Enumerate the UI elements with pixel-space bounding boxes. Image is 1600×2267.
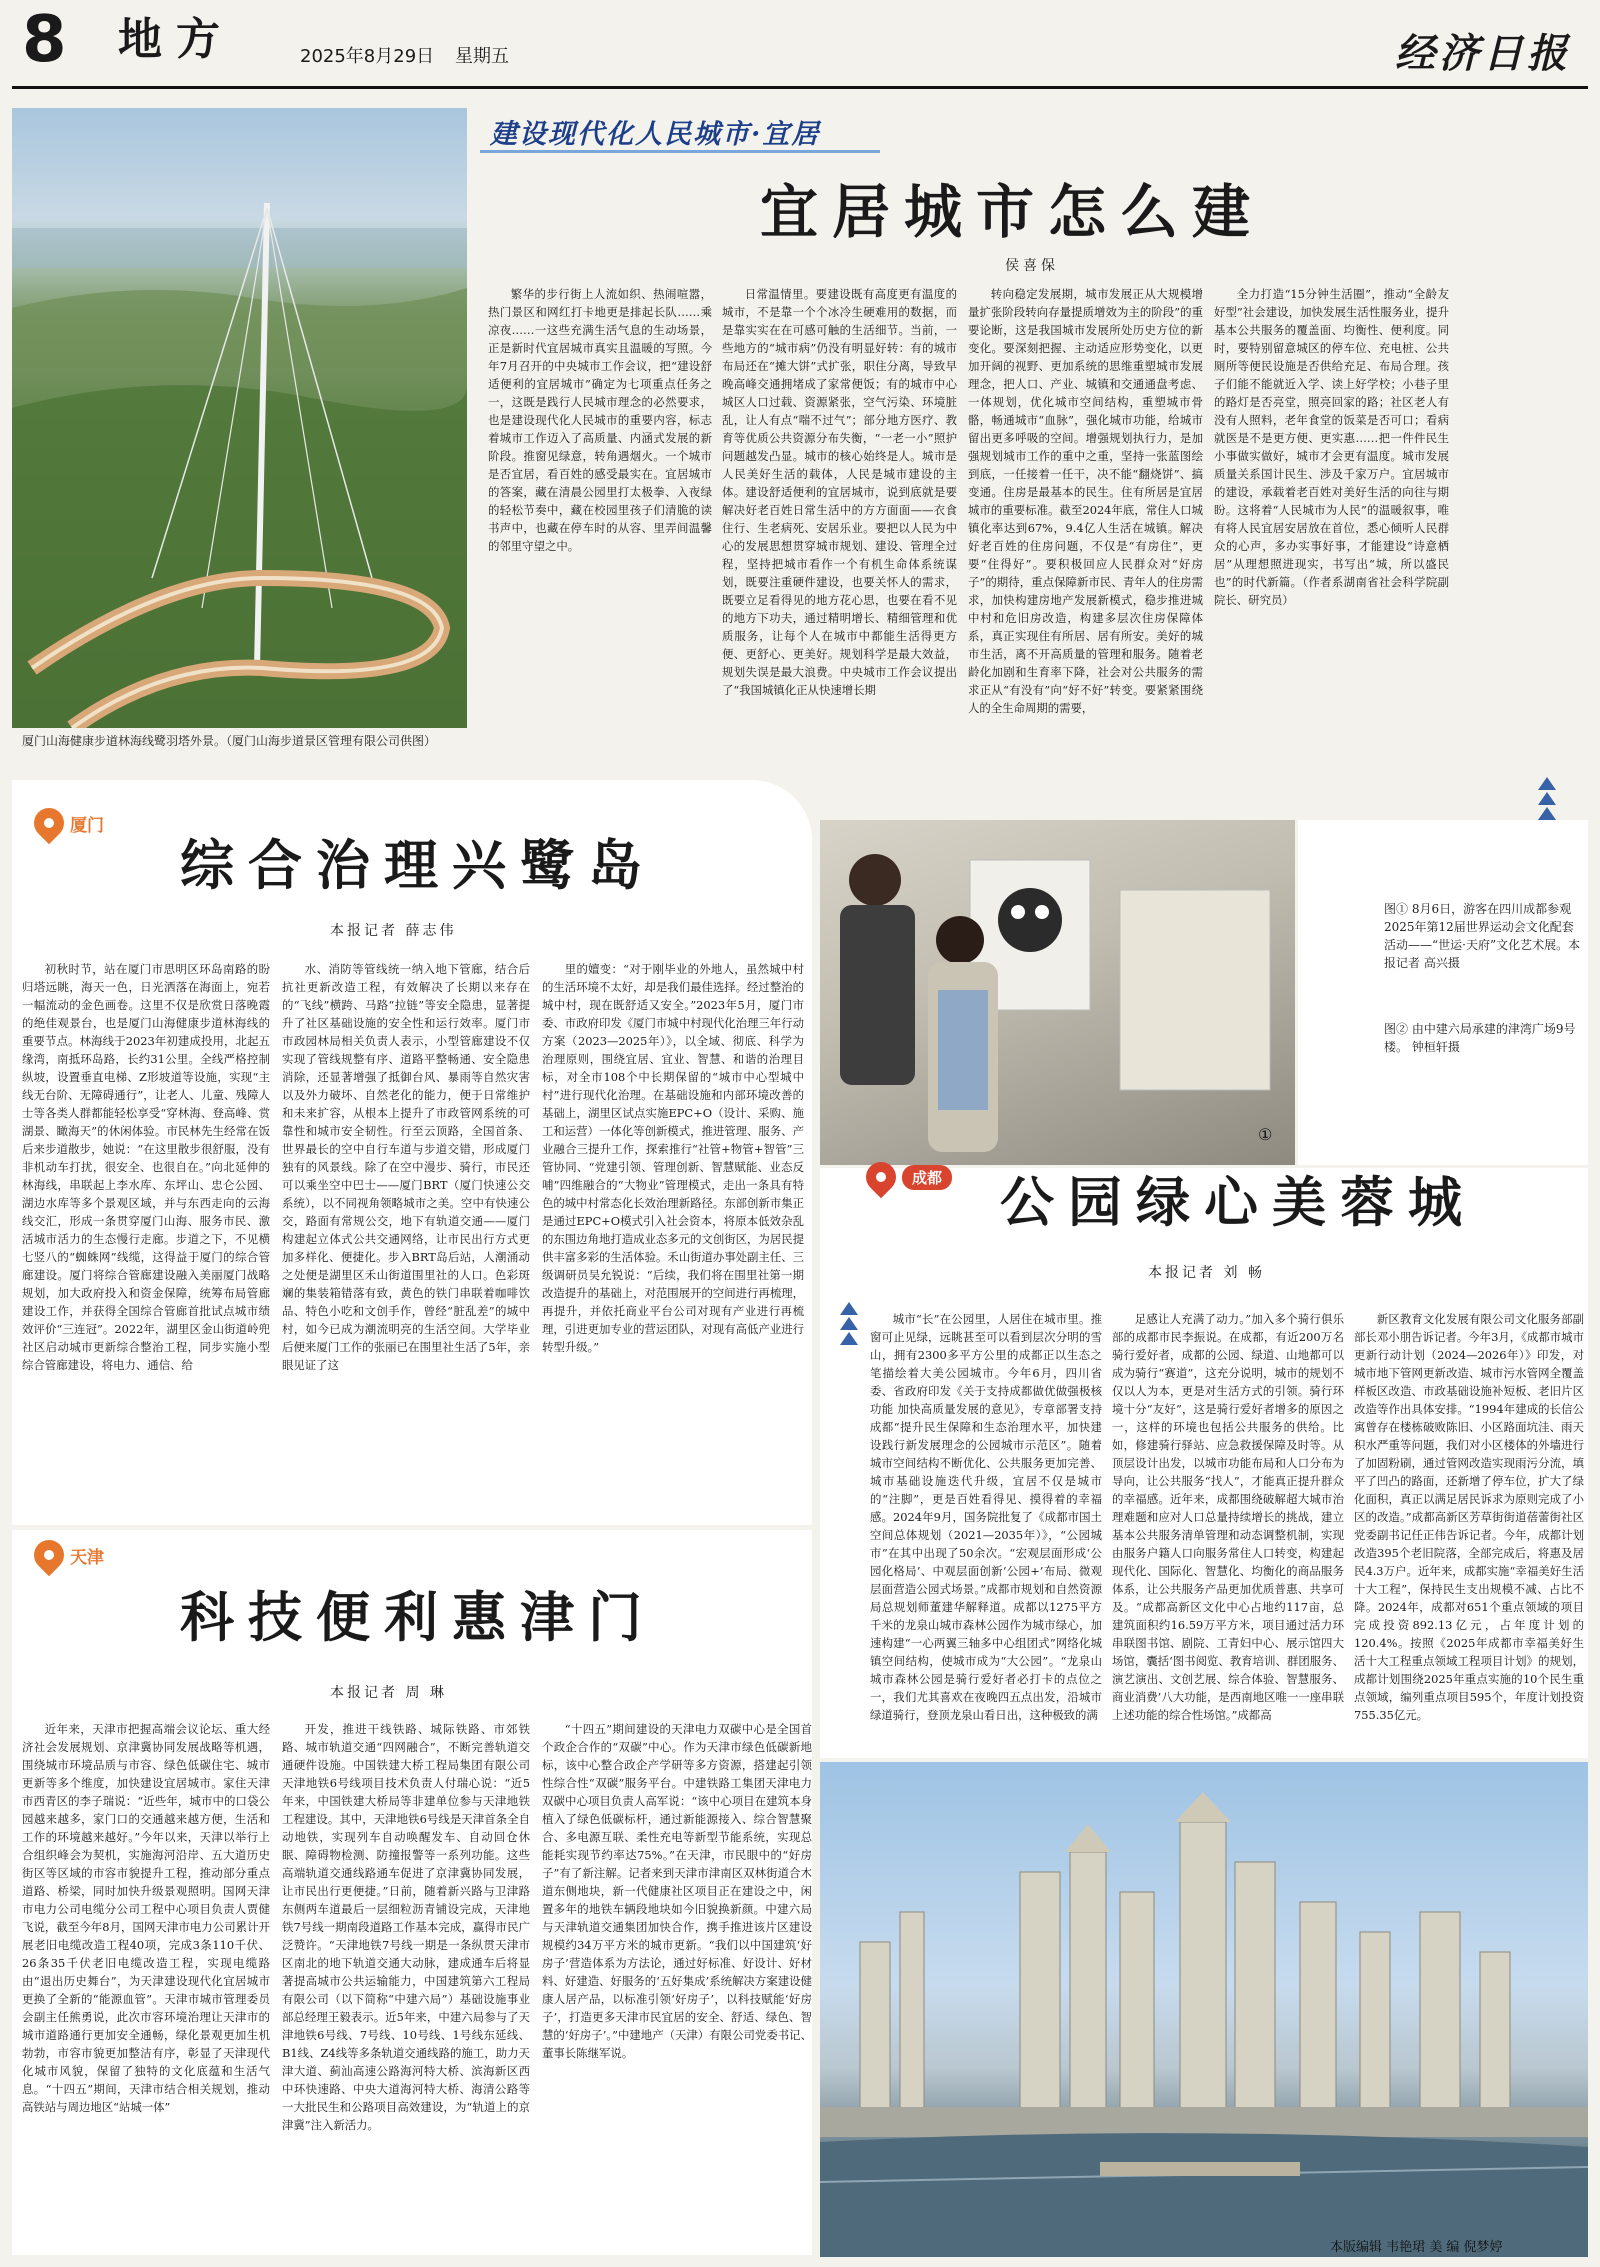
- skyline-illustration: [820, 1762, 1588, 2257]
- chengdu-column-2: 足感让人充满了动力。”加入多个骑行俱乐部的成都市民李振说。在成都，有近200万名骑行爱好者，成都的公园、绿道、山地都可以成为骑行“赛道”，这充分说明，城市的规划不仅以人为本，更是对生活方式的引领。骑行环境十分“友好”，这是骑行爱好者增多的原因之一，这样的环境也包括公共服务的供给。比如，修建骑行驿站、应急救援保障及时等。从顶层设计出发，以城市功能布局和人口分布为导向，让公共服务“找人”，才能真正提升群众的幸福感。近年来，成都围绕破解超大城市治理难题和应对人口总量持续增长的挑战，建立基本公共服务清单管理和动态调整机制，实现由服务户籍人口向服务常住人口转变，构建起现代化、国际化、智慧化、均衡化的商品服务体系，让公共服务产品更加优质普惠、共享可及。“成都高新区文化中心占地约117亩，总建筑面积约16.59万平方米，项目通过活力环串联图书馆、剧院、工青妇中心、展示馆四大场馆，囊括‘图书阅览、教育培训、群团服务、演艺演出、文创艺展、综合体验、智慧服务、商业消费’八大功能，是西南地区唯一一座串联上述功能的综合性场馆。”成都高: [1112, 1312, 1344, 1723]
- xiamen-column-1: 初秋时节，站在厦门市思明区环岛南路的盼归塔远眺，海天一色，日光洒落在海面上，宛若一幅流动的金色画卷。这里不仅是欣赏日落晚霞的绝佳观景台，也是厦门山海健康步道林海线的重要节点。林海线于2023年初建成投用，北起五缘湾，南抵环岛路，长约31公里。全线严格控制纵坡，设置垂直电梯、Z形坡道等设施，实现“主线无台阶、无障碍通行”，让老人、儿童、残障人士等各类人群都能轻松享受“穿林海、登高峰、赏湖景、瞰海天”的休闲体验。市民林先生经常在饭后来步道散步，她说：“在这里散步很舒服，没有非机动车打扰，很安全、也很自在。”向北延伸的林海线，串联起上李水库、东坪山、忠仑公园、湖边水库等多个景观区域，并与东西走向的云海线交汇，形成一条贯穿厦门山海、服务市民、激活城市活力的生态慢行走廊。步道之下，不见横七竖八的“蜘蛛网”线缆，这得益于厦门的综合管廊建设。厦门将综合管廊建设融入美丽厦门战略规划，加大政府投入和资金保障，统筹布局管廊建设工作，并获得全国综合管廊首批试点城市绩效评价“三连冠”。2022年，湖里区金山街道岭兜社区启动城市更新综合整治工程，同步实施小型综合管廊建设，将电力、通信、给: [22, 962, 270, 1373]
- feature-column-2: 日常温情里。要建设既有高度更有温度的城市，不是靠一个个冰冷生硬难用的数据，而是靠实实在在可感可触的生活细节。当前，一些地方的“城市病”仍没有明显好转：有的城市布局还在“摊大饼”式扩张，职住分离，导致早晚高峰交通拥堵成了家常便饭；有的城市中心城区人口过载、资源紧张，空气污染、环境脏乱，让人有点“喘不过气”；部分地方医疗、教育等优质公共资源分布失衡，“一老一小”照护问题越发凸显。城市的核心始终是人。城市是人民美好生活的载体，人民是城市建设的主体。建设舒适便利的宜居城市，说到底就是要解决好老百姓日常生活中的方方面面——衣食住行、生老病死、安居乐业。要把以人民为中心的发展思想贯穿城市规划、建设、管理全过程，坚持把城市看作一个有机生命体系统谋划，既要注重硬件建设，也要关怀人的需求，既要立足看得见的地方花心思，也要在看不见的地方下功夫，通过精明增长、精细管理和优质服务，让每个人在城市中都能生活得更方便、更舒心、更美好。规划科学是最大效益，规划失误是最大浪费。中央城市工作会议提出了“我国城镇化正从快速增长期: [722, 287, 957, 698]
- chengdu-title: 公园绿心美蓉城: [1000, 1170, 1476, 1234]
- xiamen-title: 综合治理兴鹭岛: [180, 833, 656, 897]
- chengdu-column-3: 新区教育文化发展有限公司文化服务部副部长邓小朋告诉记者。今年3月，《成都市城市更新行动计划（2024—2026年）》印发，对城市地下管网更新改造、城市污水管网全覆盖样板区改造、市政基础设施补短板、老旧片区改造等作出具体安排。“1994年建成的长信公寓曾存在楼栋破败陈旧、小区路面坑洼、雨天积水严重等问题，我们对小区楼体的外墙进行了加固粉刷，通过管网改造实现雨污分流，填平了凹凸的路面，还新增了停车位，扩大了绿化面积，真正以满足居民诉求为原则完成了小区的改造。”成都高新区芳草街街道蓓蕾街社区党委副书记任正伟告诉记者。今年，成都计划改造395个老旧院落，全部完成后，将惠及居民4.3万户。近年来，成都实施“幸福美好生活十大工程”，保持民生支出规模不减、占比不降。2024年，成都对651个重点领域的项目完成投资892.13亿元，占年度计划的120.4%。按照《2025年成都市幸福美好生活十大工程重点领域工程项目计划》的规划，成都计划围绕2025年重点实施的10个民生重点领域，编列重点项目595个，年度计划投资755.35亿元。: [1354, 1312, 1584, 1723]
- feature-title: 宜居城市怎么建: [760, 178, 1265, 246]
- issue-date: 2025年8月29日: [300, 46, 435, 67]
- page-number: 8: [22, 3, 67, 77]
- gallery-caption-2: 图② 由中建六局承建的津湾广场9号楼。 钟桓轩摄: [1384, 1022, 1576, 1054]
- feature-byline: 侯喜保: [1005, 258, 1059, 274]
- location-pin-icon: [860, 1156, 902, 1198]
- chengdu-badge: [866, 1162, 952, 1192]
- tianjin-column-2: 开发，推进干线铁路、城际铁路、市郊铁路、城市轨道交通“四网融合”，不断完善轨道交通硬件设施。中国铁建大桥工程局集团有限公司天津地铁6号线项目技术负责人付瑞心说：“近5年来，中国铁建大桥局等非建单位参与天津地铁工程建设。其中，天津地铁6号线是天津首条全自动地铁，实现列车自动唤醒发车、自动回仓休眠、障碍物检测、防撞报警等一系列功能。这些高端轨道交通线路通车促进了京津冀协同发展，让市民出行更便捷。”日前，随着新兴路与卫津路东侧两车道最后一层细粒沥青铺设完成，天津地铁7号线一期南段道路工作基本完成，赢得市民广泛赞许。“天津地铁7号线一期是一条纵贯天津市区南北的地下轨道交通大动脉，建成通车后将显著提高城市公共运输能力，中国建筑第六工程局有限公司（以下简称“中建六局”）基础设施事业部总经理王毅表示。近5年来，中建六局参与了天津地铁6号线、7号线、10号线、1号线东延线、B1线、Z4线等多条轨道交通线路的施工，助力天津大道、蓟汕高速公路海河特大桥、滨海新区西中环快速路、中央大道海河特大桥、海清公路等一大批民生和公路项目高效建设，为“轨道上的京津冀”注入新活力。: [282, 1722, 530, 2133]
- exhibition-illustration: [820, 820, 1295, 1165]
- tianjin-column-1: 近年来，天津市把握高端会议论坛、重大经济社会发展规划、京津冀协同发展战略等机遇，围绕城市环境品质与市容、绿色低碳住宅、城市更新等多个维度，加快建设宜居城市。家住天津市西青区的李子瑞说：“近些年，城市中的口袋公园越来越多，家门口的交通越来越方便，生活和工作的环境越来越好。”今年以来，天津以举行上合组织峰会为契机，实施海河沿岸、五大道历史街区等区域的市容市貌提升工程，推动部分重点道路、桥梁，同时加快升级景观照明。国网天津市电力公司电缆分公司工程中心项目负责人贾健飞说，截至今年8月，国网天津市电力公司累计开展老旧电缆改造工程40项，完成3条110千伏、26条35千伏老旧电缆改造工程，实现电缆路由“退出历史舞台”，为天津建设现代化宜居城市更换了全新的“能源血管”。天津市城市管理委员会副主任熊勇说，此次市容环境治理让天津市的城市道路通行更加安全通畅，绿化景观更加生机勃勃，市容市貌更加整洁有序，彰显了天津现代化城市风貌，保留了独特的文化底蕴和生活气息。“十四五”期间，天津市结合相关规划，推动高铁站与周边地区“站城一体”: [22, 1722, 270, 2115]
- chengdu-badge-label: 成都: [902, 1165, 952, 1190]
- series-kicker: 建设现代化人民城市·宜居: [490, 119, 821, 150]
- feature-column-3: 转向稳定发展期，城市发展正从大规模增量扩张阶段转向存量提质增效为主的阶段”的重要论断，这是我国城市发展所处历史方位的新变化。要深刻把握、主动适应形势变化，以更加开阔的视野、更加系统的思维重塑城市发展理念，把人口、产业、城镇和交通通盘考虑、一体规划，优化城市空间结构，重塑城市骨骼，畅通城市“血脉”，强化城市功能，给城市留出更多呼吸的空间。增强规划执行力，是加强规划城市工作的重中之重，坚持一张蓝图绘到底，一任接着一任干，决不能“翻烧饼”、搞变通。住房是最基本的民生。住有所居是宜居城市的重要标准。截至2024年底，常住人口城镇化率达到67%，9.4亿人生活在城镇。解决好老百姓的住房问题，不仅是“有房住”，更要“住得好”。要积极回应人民群众对“好房子”的期待，重点保障新市民、青年人的住房需求，加快构建房地产发展新模式，稳步推进城中村和危旧房改造，构建多层次住房保障体系，真正实现住有所居、居有所安。美好的城市生活，离不开高质量的管理和服务。随着老龄化加剧和生育率下降，社会对公共服务的需求正从“有没有”向“好不好”转变。要紧紧围绕人的全生命周期的需要，: [968, 287, 1203, 716]
- xiamen-badge: [34, 808, 104, 838]
- tianjin-badge-label: 天津: [70, 1547, 104, 1568]
- location-pin-icon: [28, 1534, 70, 1576]
- issue-weekday: 星期五: [455, 46, 509, 67]
- footer-editors: 本版编辑 韦艳珺 美 编 倪梦婷: [1330, 2240, 1503, 2255]
- xiamen-badge-label: 厦门: [70, 815, 104, 836]
- kicker-underline: [480, 150, 880, 153]
- feature-column-1: 繁华的步行街上人流如织、热闹喧嚣，热门景区和网红打卡地更是排起长队……乘凉夜……一这些充满生活气息的生动场景，正是新时代宜居城市真实且温暖的写照。今年7月召开的中央城市工作会议，把“建设舒适便利的宜居城市”确定为七项重点任务之一，这既是践行人民城市理念的必然要求，也是建设现代化人民城市的重要内容，标志着城市工作迈入了高质量、内涵式发展的新阶段。推窗见绿意，转角遇烟火。一个城市是否宜居，看百姓的感受最实在。宜居城市的答案，藏在清晨公园里打太极拳、入夜绿的轻松节奏中，藏在校园里孩子们清脆的读书声中，也藏在停车时的从容、里弄间温馨的邻里守望之中。: [488, 287, 712, 554]
- tianjin-skyline-photo: [820, 1762, 1588, 2257]
- gallery-caption-panel: [1298, 820, 1588, 1165]
- tianjin-column-3: “十四五”期间建设的天津电力双碳中心是全国首个政企合作的“双碳”中心。作为天津市绿色低碳新地标，该中心整合政企产学研等多方资源，搭建起引领性综合性“双碳”服务平台。中建铁路工集团天津电力双碳中心项目负责人高军说：“该中心项目在建筑本身植入了绿色低碳标杆，通过新能源接入、综合智慧聚合、多电源互联、柔性充电等新型节能系统，实现总能耗实现节约率达75%。”在天津，市民眼中的“好房子”有了新注解。记者来到天津市津南区双林街道合木道东侧地块，新一代健康社区项目正在建设之中，闲置多年的地铁车辆段地块如今旧貌换新颜。中建六局与天津轨道交通集团加快合作，携手推进该片区建设规模约34万平方米的城市更新。“我们以中国建筑‘好房子’营造体系为方法论，通过好标准、好设计、好材料、好建造、好服务的‘五好集成’系统解决方案建设健康人居产品，以标准引领‘好房子’，以科技赋能‘好房子’，打造更多天津市民宜居的安全、舒适、绿色、智慧的‘好房子’。”中建地产（天津）有限公司党委书记、董事长陈继军说。: [542, 1722, 812, 2061]
- gallery-caption-1: 图① 8月6日，游客在四川成都参观2025年第12届世界运动会文化配套活动——“世运·天府”文化艺术展。本报记者 高兴摄: [1384, 902, 1581, 970]
- tianjin-badge: [34, 1540, 104, 1570]
- photo-marker-1: ①: [1258, 1125, 1273, 1144]
- section-name: 地方: [118, 14, 234, 65]
- chengdu-byline: 本报记者 刘 畅: [1148, 1265, 1265, 1281]
- exhibition-photo: [820, 820, 1295, 1165]
- chengdu-column-1: 城市“长”在公园里，人居住在城市里。推窗可止见绿，远眺甚至可以看到层次分明的雪山，拥有2300多平方公里的成都正以生态之笔描绘着大美公园城市。今年6月，四川省委、省政府印发《关于支持成都做优做强极核功能 加快高质量发展的意见》，专章部署支持成都“提升民生保障和生态治理水平，加快建设践行新发展理念的公园城市示范区”。随着城市空间结构不断优化、公共服务更加完善、城市基础设施迭代升级，宜居不仅是城市的“注脚”，更是百姓看得见、摸得着的幸福感。2024年9月，国务院批复了《成都市国土空间总体规划（2021—2035年）》，“公园城市”在其中出现了50余次。“宏观层面形成‘公园化格局’、中观层面创新‘公园+’布局、微观层面营造公园式场景。”成都市规划和自然资源局总规划师董建华解释道。成都以1275平方千米的龙泉山城市森林公园作为城市绿心，加速构建“一心两翼三轴多中心组团式”网络化城镇空间结构，使城市成为“大公园”。“龙泉山城市森林公园是骑行爱好者必打卡的点位之一，我们尤其喜欢在夜晚四五点出发，沿城市绿道骑行，登顶龙泉山看日出，这种极致的满: [870, 1312, 1102, 1723]
- tianjin-byline: 本报记者 周 琳: [330, 1685, 447, 1701]
- walkway-illustration: [12, 108, 467, 728]
- location-pin-icon: [28, 802, 70, 844]
- header-rule: [12, 86, 1588, 89]
- xiamen-column-2: 水、消防等管线统一纳入地下管廊，结合后抗社更新改造工程，有效解决了长期以来存在的“飞线”横跨、马路“拉链”等安全隐患，显著提升了社区基础设施的安全性和运行效率。厦门市市政园林局相关负责人表示，小型管廊建设不仅实现了管线规整有序、道路平整畅通、安全隐患消除，还显著增强了抵御台风、暴雨等自然灾害以及外力破坏、自然老化的能力，便于日常维护和未来扩容，从根本上提升了市政管网系统的可靠性和城市安全韧性。行至云顶路，全国首条、世界最长的空中自行车道与步道交错，形成厦门独有的风景线。除了在空中漫步、骑行，市民还可以乘坐空中巴士——厦门BRT（厦门快速公交系统），以不同视角领略城市之美。空中有快速公交，路面有常规公交，地下有轨道交通——厦门构建起立体式公共交通网络，让市民出行方式更加多样化、便捷化。步入BRT岛后站，人潮涌动之处便是湖里区禾山街道围里社的人口。色彩斑斓的集装箱错落有致，黄色的铁门串联着咖啡饮品、特色小吃和文创手作，曾经“脏乱差”的城中村，如今已成为潮流明亮的生活空间。大学毕业后便来厦门工作的张丽已在围里社生活了5年，亲眼见证了这: [282, 962, 530, 1373]
- xiamen-byline: 本报记者 薛志伟: [330, 923, 457, 939]
- decor-triangles-top: [1538, 775, 1556, 822]
- newspaper-logo: 经济日报: [1395, 30, 1571, 77]
- xiamen-column-3: 里的嬗变：“对于刚毕业的外地人，虽然城中村的生活环境不太好，却是我们最佳选择。经过整治的城中村，现在既舒适又安全。”2023年5月，厦门市委、市政府印发《厦门市城中村现代化治理三年行动方案（2023—2025年）》，以全域、彻底、科学为治理原则，围绕宜居、宜业、智慧、和谐的治理目标，对全市108个中长期保留的“城市中心型城中村”进行现代化治理。在基础设施和内部环境改善的基础上，湖里区试点实施EPC+O（设计、采购、施工和运营）一体化等创新模式，推进管理、服务、产业融合三提升工作，探索推行“社管+物管+智管”三管协同、“党建引领、管理创新、智慧赋能、业态反哺”四维融合的“大物业”管理模式，走出一条具有特色的城中村常态化长效治理新路径。东部创新市集正是通过EPC+O模式引入社会资本，将原本低效杂乱的东围边角地打造成业态多元的文创街区，为居民提供丰富多彩的生活体验。禾山街道办事处副主任、三级调研员吴允锐说：“后续，我们将在围里社第一期改造提升的基础上，对范围展开的空间进行再梳理，再提升，并依托商业平台公司对现有产业进行再梳理，引进更加专业的营运团队，对现有高低产业进行转型升级。”: [542, 962, 804, 1355]
- decor-triangles-chengdu: [840, 1300, 858, 1347]
- xiamen-photo-caption: 厦门山海健康步道林海线鹭羽塔外景。（厦门山海步道景区管理有限公司供图）: [22, 734, 437, 748]
- xiamen-walkway-photo: [12, 108, 467, 728]
- tianjin-title: 科技便利惠津门: [180, 1585, 656, 1649]
- feature-column-4: 全力打造“15分钟生活圈”，推动“全龄友好型”社会建设，加快发展生活性服务业，提升基本公共服务的覆盖面、均衡性、便利度。同时，要特别留意城区的停车位、充电桩、公共厕所等便民设施是否供给充足、布局合理。孩子们能不能就近入学、读上好学校；小巷子里的路灯是否亮堂，照亮回家的路；社区老人有没有人照料，老年食堂的饭菜是否可口；看病就医是不是更方便、更实惠……把一件件民生小事做实做好，城市才会更有温度。城市发展质量关系国计民生、涉及千家万户。宜居城市的建设，承载着老百姓对美好生活的向往与期盼。这将着“人民城市为人民”的温暖叙事，唯有将人民宜居安居放在首位，悉心倾听人民群众的心声，多办实事好事，才能建设“诗意栖居”从理想照进现实，书写出“城，所以盛民也”的时代新篇。（作者系湖南省社会科学院副院长、研究员）: [1214, 287, 1449, 608]
